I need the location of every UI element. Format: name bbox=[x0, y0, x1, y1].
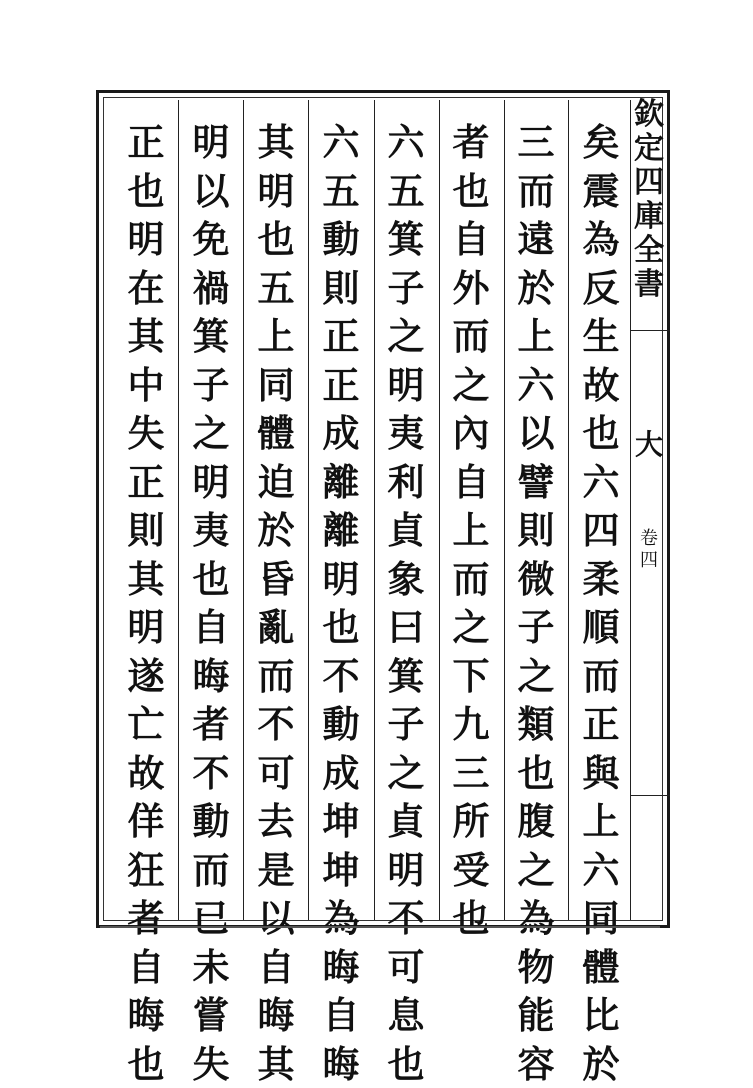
glyph: 其 bbox=[128, 312, 165, 361]
glyph: 上 bbox=[258, 312, 295, 361]
glyph: 免 bbox=[193, 215, 230, 264]
column-rule bbox=[374, 100, 375, 920]
column-rule bbox=[178, 100, 179, 920]
glyph: 夷 bbox=[193, 506, 230, 555]
glyph: 書 bbox=[634, 268, 664, 302]
glyph: 中 bbox=[128, 361, 165, 410]
glyph: 遂 bbox=[128, 652, 165, 701]
glyph: 卷 bbox=[640, 528, 658, 550]
glyph: 矣 bbox=[583, 118, 620, 167]
glyph: 而 bbox=[453, 312, 490, 361]
glyph: 也 bbox=[128, 167, 165, 216]
glyph: 正 bbox=[583, 700, 620, 749]
glyph: 反 bbox=[583, 264, 620, 313]
text-column-8 bbox=[117, 118, 175, 918]
glyph: 子 bbox=[388, 700, 425, 749]
glyph: 箕 bbox=[388, 652, 425, 701]
glyph: 遠 bbox=[518, 215, 555, 264]
bottom-edge bbox=[100, 926, 660, 928]
glyph: 也 bbox=[453, 894, 490, 943]
glyph: 故 bbox=[583, 361, 620, 410]
glyph: 動 bbox=[323, 700, 360, 749]
glyph: 晦 bbox=[323, 1040, 360, 1088]
column-rule bbox=[439, 100, 440, 920]
fishtail-mark: 大 bbox=[632, 428, 666, 462]
glyph: 自 bbox=[128, 943, 165, 992]
glyph: 明 bbox=[128, 215, 165, 264]
text-column-6 bbox=[247, 118, 305, 918]
glyph: 生 bbox=[583, 312, 620, 361]
glyph: 離 bbox=[323, 458, 360, 507]
glyph: 四 bbox=[640, 550, 658, 572]
glyph: 正 bbox=[128, 458, 165, 507]
glyph: 六 bbox=[583, 846, 620, 895]
glyph: 自 bbox=[453, 215, 490, 264]
glyph: 也 bbox=[128, 1040, 165, 1088]
glyph: 為 bbox=[323, 894, 360, 943]
glyph: 晦 bbox=[258, 991, 295, 1040]
glyph: 子 bbox=[193, 361, 230, 410]
glyph: 同 bbox=[583, 894, 620, 943]
glyph: 成 bbox=[323, 749, 360, 798]
glyph: 則 bbox=[518, 506, 555, 555]
glyph: 失 bbox=[128, 409, 165, 458]
glyph: 五 bbox=[388, 167, 425, 216]
glyph: 亂 bbox=[258, 603, 295, 652]
glyph: 柔 bbox=[583, 555, 620, 604]
glyph: 之 bbox=[193, 409, 230, 458]
glyph: 佯 bbox=[128, 797, 165, 846]
glyph: 嘗 bbox=[193, 991, 230, 1040]
glyph: 不 bbox=[388, 894, 425, 943]
glyph: 夷 bbox=[388, 409, 425, 458]
glyph: 四 bbox=[634, 166, 664, 200]
glyph: 三 bbox=[453, 749, 490, 798]
glyph: 六 bbox=[518, 361, 555, 410]
glyph: 在 bbox=[128, 264, 165, 313]
text-column-4 bbox=[377, 118, 435, 918]
glyph: 已 bbox=[193, 894, 230, 943]
glyph: 六 bbox=[388, 118, 425, 167]
glyph: 欽 bbox=[634, 98, 664, 132]
glyph: 自 bbox=[258, 943, 295, 992]
glyph: 息 bbox=[388, 991, 425, 1040]
glyph: 上 bbox=[583, 797, 620, 846]
glyph: 為 bbox=[583, 215, 620, 264]
glyph: 也 bbox=[193, 555, 230, 604]
glyph: 體 bbox=[258, 409, 295, 458]
glyph: 正 bbox=[323, 312, 360, 361]
glyph: 箕 bbox=[193, 312, 230, 361]
column-rule bbox=[504, 100, 505, 920]
glyph: 而 bbox=[453, 555, 490, 604]
glyph: 不 bbox=[323, 652, 360, 701]
glyph: 明 bbox=[323, 555, 360, 604]
glyph: 全 bbox=[634, 234, 664, 268]
glyph: 之 bbox=[388, 312, 425, 361]
glyph: 而 bbox=[518, 167, 555, 216]
glyph: 正 bbox=[323, 361, 360, 410]
glyph: 可 bbox=[258, 749, 295, 798]
glyph: 之 bbox=[453, 603, 490, 652]
glyph: 禍 bbox=[193, 264, 230, 313]
glyph: 其 bbox=[258, 1040, 295, 1088]
glyph: 箕 bbox=[388, 215, 425, 264]
glyph: 昏 bbox=[258, 555, 295, 604]
glyph: 而 bbox=[258, 652, 295, 701]
glyph: 定 bbox=[634, 132, 664, 166]
glyph: 所 bbox=[453, 797, 490, 846]
glyph: 為 bbox=[518, 894, 555, 943]
glyph: 晦 bbox=[323, 943, 360, 992]
glyph: 之 bbox=[518, 652, 555, 701]
glyph: 譬 bbox=[518, 458, 555, 507]
glyph: 同 bbox=[258, 361, 295, 410]
column-rule bbox=[243, 100, 244, 920]
glyph: 六 bbox=[323, 118, 360, 167]
glyph: 子 bbox=[518, 603, 555, 652]
glyph: 內 bbox=[453, 409, 490, 458]
glyph: 於 bbox=[583, 1040, 620, 1088]
glyph: 自 bbox=[453, 458, 490, 507]
glyph: 之 bbox=[518, 846, 555, 895]
glyph: 庫 bbox=[634, 200, 664, 234]
glyph: 明 bbox=[193, 458, 230, 507]
glyph: 也 bbox=[323, 603, 360, 652]
glyph: 也 bbox=[453, 167, 490, 216]
glyph: 九 bbox=[453, 700, 490, 749]
glyph: 則 bbox=[128, 506, 165, 555]
glyph: 是 bbox=[258, 846, 295, 895]
glyph: 明 bbox=[128, 603, 165, 652]
glyph: 體 bbox=[583, 943, 620, 992]
glyph: 下 bbox=[453, 652, 490, 701]
glyph: 以 bbox=[258, 894, 295, 943]
glyph: 明 bbox=[193, 118, 230, 167]
glyph: 則 bbox=[323, 264, 360, 313]
glyph: 比 bbox=[583, 991, 620, 1040]
glyph: 離 bbox=[323, 506, 360, 555]
glyph: 類 bbox=[518, 700, 555, 749]
glyph: 明 bbox=[258, 167, 295, 216]
glyph: 者 bbox=[128, 894, 165, 943]
glyph: 不 bbox=[193, 749, 230, 798]
glyph: 其 bbox=[128, 555, 165, 604]
glyph: 其 bbox=[258, 118, 295, 167]
glyph: 去 bbox=[258, 797, 295, 846]
glyph: 貞 bbox=[388, 506, 425, 555]
glyph: 也 bbox=[388, 1040, 425, 1088]
glyph: 晦 bbox=[128, 991, 165, 1040]
text-column-1 bbox=[572, 118, 630, 918]
glyph: 物 bbox=[518, 943, 555, 992]
column-rule bbox=[568, 100, 569, 920]
glyph: 五 bbox=[258, 264, 295, 313]
glyph: 者 bbox=[193, 700, 230, 749]
glyph: 正 bbox=[128, 118, 165, 167]
glyph: 六 bbox=[583, 458, 620, 507]
glyph: 利 bbox=[388, 458, 425, 507]
glyph: 不 bbox=[258, 700, 295, 749]
glyph: 晦 bbox=[193, 652, 230, 701]
glyph: 而 bbox=[193, 846, 230, 895]
glyph: 以 bbox=[193, 167, 230, 216]
glyph: 也 bbox=[258, 215, 295, 264]
glyph: 外 bbox=[453, 264, 490, 313]
glyph: 也 bbox=[583, 409, 620, 458]
glyph: 迫 bbox=[258, 458, 295, 507]
glyph: 能 bbox=[518, 991, 555, 1040]
column-rule bbox=[308, 100, 309, 920]
glyph: 之 bbox=[453, 361, 490, 410]
glyph: 子 bbox=[388, 264, 425, 313]
glyph: 坤 bbox=[323, 846, 360, 895]
glyph: 三 bbox=[518, 118, 555, 167]
glyph: 故 bbox=[128, 749, 165, 798]
glyph: 未 bbox=[193, 943, 230, 992]
glyph: 失 bbox=[193, 1040, 230, 1088]
glyph: 貞 bbox=[388, 797, 425, 846]
glyph: 象 bbox=[388, 555, 425, 604]
glyph: 動 bbox=[323, 215, 360, 264]
banxin-margin bbox=[630, 96, 668, 924]
glyph: 成 bbox=[323, 409, 360, 458]
glyph: 自 bbox=[323, 991, 360, 1040]
glyph: 也 bbox=[518, 749, 555, 798]
volume-label bbox=[630, 528, 668, 572]
book-title bbox=[630, 98, 668, 302]
glyph: 受 bbox=[453, 846, 490, 895]
glyph: 上 bbox=[518, 312, 555, 361]
glyph: 動 bbox=[193, 797, 230, 846]
text-column-3 bbox=[442, 118, 500, 918]
glyph: 狂 bbox=[128, 846, 165, 895]
text-column-5 bbox=[312, 118, 370, 918]
glyph: 容 bbox=[518, 1040, 555, 1088]
glyph: 明 bbox=[388, 361, 425, 410]
glyph: 順 bbox=[583, 603, 620, 652]
text-column-7 bbox=[182, 118, 240, 918]
glyph: 四 bbox=[583, 506, 620, 555]
glyph: 坤 bbox=[323, 797, 360, 846]
glyph: 以 bbox=[518, 409, 555, 458]
text-column-2 bbox=[507, 118, 565, 918]
glyph: 微 bbox=[518, 555, 555, 604]
glyph: 震 bbox=[583, 167, 620, 216]
glyph: 之 bbox=[388, 749, 425, 798]
glyph: 於 bbox=[258, 506, 295, 555]
glyph: 與 bbox=[583, 749, 620, 798]
glyph: 而 bbox=[583, 652, 620, 701]
glyph: 曰 bbox=[388, 603, 425, 652]
glyph: 可 bbox=[388, 943, 425, 992]
glyph: 於 bbox=[518, 264, 555, 313]
glyph: 自 bbox=[193, 603, 230, 652]
glyph: 腹 bbox=[518, 797, 555, 846]
glyph: 明 bbox=[388, 846, 425, 895]
glyph: 者 bbox=[453, 118, 490, 167]
glyph: 五 bbox=[323, 167, 360, 216]
glyph: 上 bbox=[453, 506, 490, 555]
glyph: 亡 bbox=[128, 700, 165, 749]
